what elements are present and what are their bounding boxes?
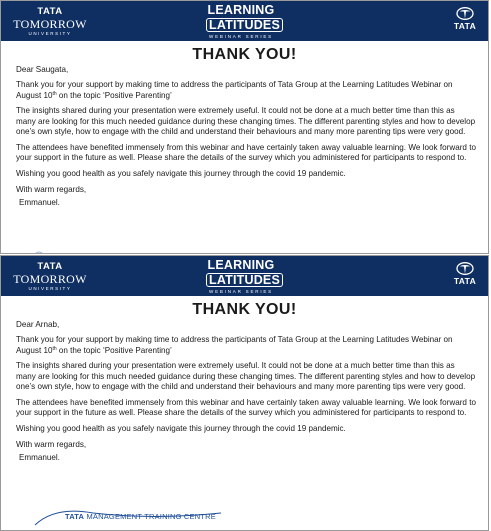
webinar-title-line3: WEBINAR SERIES [209, 33, 273, 39]
thank-you-letter-2 [0, 255, 489, 531]
tata-brand-text: TATA [453, 276, 477, 286]
letter-banner [1, 1, 488, 41]
date-ordinal: th [52, 345, 57, 352]
paragraph-3: The attendees have benefited immensely from this webinar and have certainly taken away valuable learning. We look forward to your support in the future as well. Please share the details of the survey which you administered for participants to respond to. [16, 142, 476, 163]
paragraph-3: The attendees have benefited immensely from this webinar and have certainly taken away valuable learning. We look forward to your support in the future as well. Please share the details of the survey which you administered for participants to respond to. [16, 397, 476, 418]
footer-centre-name: MANAGEMENT TRAINING CENTRE [86, 512, 216, 521]
paragraph-1 [16, 80, 476, 101]
tata-brand-logo [450, 262, 480, 286]
learning-latitudes-logo [206, 258, 281, 294]
paragraph-1-topic: on the topic ‘Positive Parenting’ [56, 90, 172, 100]
letter-body [1, 64, 488, 208]
paragraph-1-text: Thank you for your support by making time to address the participants of Tata Group at the Learning Latitudes Webinar on August 10 [16, 80, 453, 100]
footer-brand: TATA [65, 512, 85, 521]
signature: Emmanuel. [19, 197, 60, 207]
salutation: Dear Saugata, [16, 65, 69, 74]
tata-tomorrow-university-logo [9, 7, 91, 36]
tata-brand-logo [450, 7, 480, 31]
tata-tomorrow-university-logo [9, 262, 91, 291]
tata-brand-text: TATA [453, 21, 477, 31]
tata-icon [456, 7, 474, 20]
university-logo-top: TATA [37, 261, 63, 272]
footer-swoosh-fragment [33, 249, 45, 254]
salutation: Dear Arnab, [16, 320, 60, 329]
date-ordinal: th [52, 90, 57, 97]
letter-banner [1, 256, 488, 296]
webinar-title-line1: LEARNING [207, 258, 275, 272]
paragraph-2: The insights shared during your presentation were extremely useful. It could not be done at a much better time than this as many are looking for this much needed guidance during these changing times. The different parenting styles and how to develop one’s own style, how to engage with the child and understand their behaviours and many more parenting tips were very good. [16, 361, 476, 391]
letter-body [1, 319, 488, 463]
closing: With warm regards, [16, 439, 87, 449]
paragraph-1-topic: on the topic ‘Positive Parenting’ [56, 345, 172, 355]
paragraph-1-text: Thank you for your support by making time to address the participants of Tata Group at the Learning Latitudes Webinar on August 10 [16, 335, 453, 355]
webinar-title-line3: WEBINAR SERIES [209, 288, 273, 294]
thank-you-letter-1 [0, 0, 489, 254]
paragraph-2: The insights shared during your presentation were extremely useful. It could not be done at a much better time than this as many are looking for this much needed guidance during these changing times. The different parenting styles and how to develop one’s own style, how to engage with the child and understand their behaviours and many more parenting tips were very good. [16, 106, 476, 136]
signature: Emmanuel. [19, 452, 60, 462]
university-logo-sub: UNIVERSITY [28, 30, 72, 36]
closing: With warm regards, [16, 184, 87, 194]
paragraph-4: Wishing you good health as you safely navigate this journey through the covid 19 pandemic. [16, 423, 346, 433]
university-logo-sub: UNIVERSITY [28, 285, 72, 291]
tata-icon [456, 262, 474, 275]
webinar-title-line1: LEARNING [207, 3, 275, 17]
university-logo-name: TOMORROW [13, 271, 87, 286]
paragraph-4: Wishing you good health as you safely navigate this journey through the covid 19 pandemic. [16, 168, 346, 178]
tata-management-training-centre-logo [33, 508, 223, 526]
paragraph-1 [16, 335, 476, 356]
webinar-title-line2: LATITUDES [206, 18, 283, 33]
thank-you-title: THANK YOU! [192, 46, 297, 63]
learning-latitudes-logo [206, 3, 281, 39]
thank-you-title: THANK YOU! [192, 301, 297, 318]
webinar-title-line2: LATITUDES [206, 273, 283, 288]
university-logo-name: TOMORROW [13, 16, 87, 31]
university-logo-top: TATA [37, 6, 63, 17]
footer-label [65, 512, 216, 521]
